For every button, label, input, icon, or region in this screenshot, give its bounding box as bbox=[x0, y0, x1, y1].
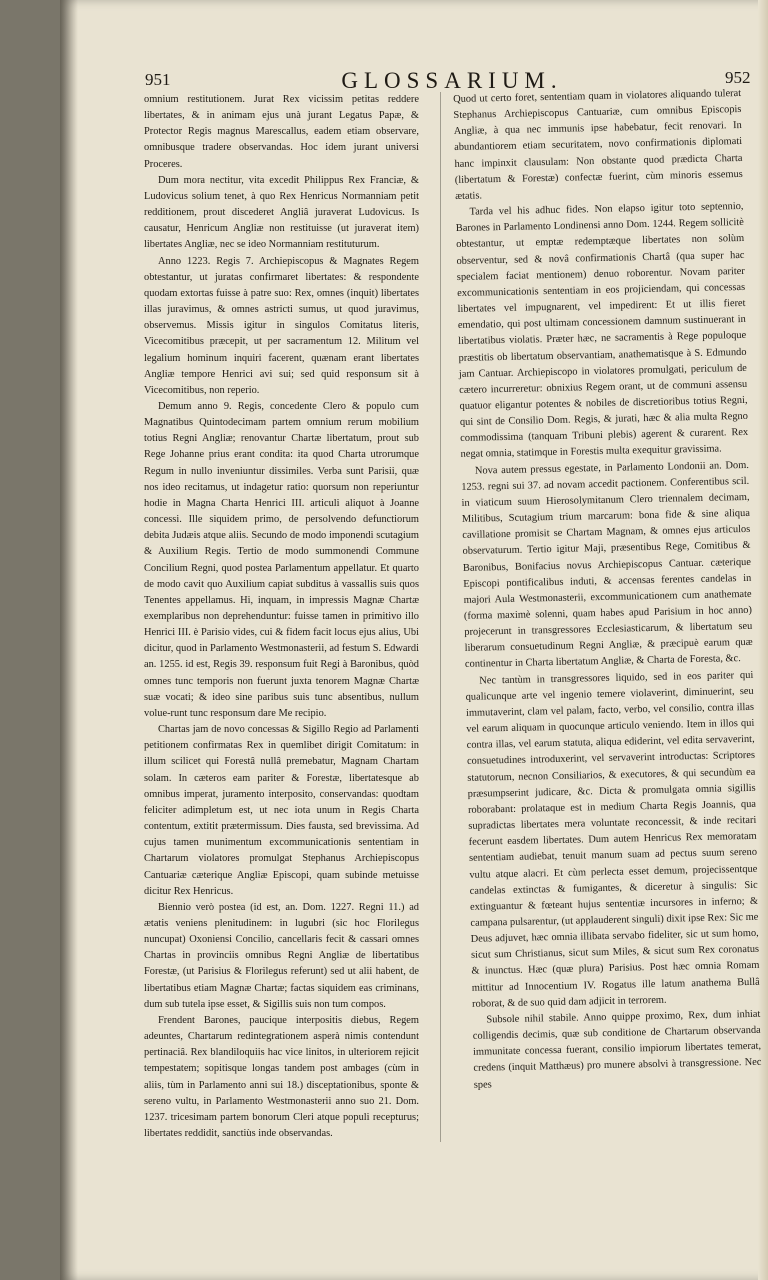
paragraph: Nova autem pressus egestate, in Parlamento Londonii an. Dom. 1253. regni sui 37. ad novam accedit pactionem. Conferentibus scil. in viaticum suum Hierosolymitanum Clero triennalem decimam, Militibus, Scutagium trium marcarum: bona fide & sine aliqua cavillatione promisit se Chartam Magnam, & omnes ejus articulos observaturum. Tertio igitur Maji, præsentibus Rege, Comitibus & Baronibus, Bonifacius novus Archiepiscopus Cantuar. cæterique Episcopi pontificalibus induti, & accensas ferentes candelas in majori Aula Westmonasterii, excommunicationem cum anathemate (forma maximè solenni, quam habes apud Parisium in hoc anno) projecerunt in transgressores Ecclesiasticarum, & libertatum seu liberarum consuetudinum Regni Angliæ, & præcipuè earum quæ continentur in Charta libertatum Angliæ, & Charta de Foresta, &c. bbox=[461, 459, 753, 671]
page-number-left: 951 bbox=[145, 70, 171, 89]
left-text-column bbox=[144, 92, 419, 1142]
binding-shadow bbox=[60, 0, 78, 1280]
paragraph: omnium restitutionem. Jurat Rex vicissim petitas reddere libertates, & in animam ejus unà jurant Legatus Papæ, & Protector Regis magnus Marescallus, eadem etiam observare, omnibusque tradere observandas. Hoc idem jurant universi Proceres. bbox=[144, 94, 419, 170]
paragraph: Dum mora nectitur, vita excedit Philippus Rex Franciæ, & Ludovicus solium tenet, à quo Rex Henricus Normanniam petit redditionem, prout discederet Angliâ juraverat Ludovicus. Is causatur, Henricum Angliæ non restituisse (ut juraverat item) libertates Angliæ, nec se ideo Normanniam restituturum. bbox=[144, 174, 419, 251]
paragraph: Nec tantùm in transgressores liquido, sed in eos pariter qui qualicunque arte vel ingenio temere violaverint, diminuerint, seu immutaverint, clam vel palam, facto, verbo, vel consilio, contra illas vel earum aliquam in quocunque articulo veniendo. Item in illos qui contra illas, vel earum statuta, aliqua ediderint, vel edita servaverint, consuetudines introduxerint, vel servaverint introductas: Scriptores statutorum, necnon Consiliarios, & executores, & qui secundùm ea præsumpserint judicare, &c. Dicta & promulgata omnia sigillis roborabant: prolataque est in medium Charta Regis Joannis, qua supradictas libertates mera voluntate reconcessit, & inde recitari fecerunt easdem libertates. Dum autem Henricus Rex memoratam sententiam audiebat, tenuit manum suam ad pectus suum sereno vultu atque alacri. Et cùm perlecta esset demum, projecissentque candelas extinctas & fumigantes, & diceretur à singulis: Sic extinguantur & fœteant hujus sententiæ incursores in inferno; & campana pulsarentur, (ut applauderent singuli) dixit ipse Rex: Sic me Deus adjuvet, hæc omnia illibata servabo fideliter, sic ut sum homo, sicut sum Christianus, sicut sum Miles, & sicut sum Rex coronatus & inunctus. Hæc (quæ plura) Parisius. Post hæc omnia Romam mittitur ad Innocentium IV. Rogatus ille latum anathema Bullâ roborat, & de suo quid dam adjicit in terrorem. bbox=[465, 669, 760, 1010]
book-page bbox=[60, 0, 768, 1280]
paragraph: Tarda vel his adhuc fides. Non elapso igitur toto septennio, Barones in Parlamento Londinensi anno Dom. 1244. Regem sollicitè obtestantur, ut emptæ redemptæque libertates non solùm observentur, sed & novâ confirmationis Chartâ (qua super hac specialem faciat mentionem) denuo roborentur. Novam pariter excommunicationis sententiam in eos projiciendam, qui concessas libertates vel impugnarent, vel impedirent: Et ut illis fieret emendatio, qui post ultimam concessionem damnum sustinuerant in libertatibus violatis. Præter hæc, ne sacramentis à Rege populoque præstitis ob libertatum observantiam, anathematisque à S. Edmundo jam Cantuar. Archiepiscopo in violatores promulgati, periculum de cætero incurreretur: obnixius Regem orant, ut de communi assensu quatuor eligantur potentes & nobiles de discretioribus totius Regni, qui sint de Consilio Dom. Regis, & jurati, hæc & alia multa Regno commodissima (tanquam Tribuni plebis) agerent & curarent. Rex negat omnia, statimque in Forestis multa exequitur gravissima. bbox=[455, 201, 749, 461]
paragraph: Chartas jam de novo concessas & Sigillo Regio ad Parlamenti petitionem confirmatas Rex in quemlibet dirigit Comitatum: in illum scilicet qui Forestâ nullâ premebatur, Magnam Chartam solam. In cæteros eam pariter & Forestæ, libertatesque ab omnibus imperat, juramento interposito, conservandas: quodtam feliciter adimpletum est, ut nec iota unum in Regis Charta contentum, extitit prætermissum. Dies fausta, sed brevissima. Ad cujus tamen munimentum excommunicationis sententiam in Chartarum violatores promulgat Stephanus Archiepiscopus Cantuariæ cæterique Angliæ Episcopi, quam subinde metuisse dicitur Rex Henricus. bbox=[144, 724, 419, 897]
paragraph: Quod ut certo foret, sententiam quam in violatores aliquando tulerat Stephanus Archiepiscopus Cantuariæ, cum omnibus Episcopis Angliæ, à qua nec immunis ipse habebatur, fecit renovari. In abundantiorem etiam securitatem, novo confirmationis diplomati hanc impinxit clausulam: Non obstante quod prædicta Charta (libertatum & Forestæ) confectæ fuerint, cùm minoris essemus ætatis. bbox=[453, 87, 743, 202]
column-divider bbox=[440, 92, 441, 1142]
right-text-column bbox=[453, 86, 762, 1093]
running-head-title: GLOSSARIUM. bbox=[341, 68, 563, 93]
page-edge bbox=[758, 0, 768, 1280]
paragraph: Demum anno 9. Regis, concedente Clero & populo cum Magnatibus Quintodecimam partem omnium rerum mobilium totius Regni Angliæ; renovantur Chartæ libertatum, prout sub Rege Johanne prius erant condita: ita quod Charta utrorumque Regum in nullo inveniuntur dissimiles. Verba sunt Parisii, quæ nos ideo recitamus, ut indagetur ratio: quorsum non reperiuntur hodie in Magna Charta Henrici III. articuli aliquot à Joanne concessi. Ille siquidem primo, de persolvendo defunctiorum debita Judæis atque aliis. Secundo de modo imponendi scutagium & Auxilium Regis. Tertio de modo summonendi Commune Concilium Regni, quod postea Parlamentum appellatur. Et quarto de modo cavit quo Auxilium capiat subditus à vassallis suis quos Tenentes appellamus. Hi, inquam, in impressis Magnæ Chartæ exemplaribus non deprehenduntur: fuisse tamen in primitivo illo Henrici III. è Parisio vides, cui & fidem facit locus ejus alius, Ubi dicitur, quod in Parlamento Westmonasterii, ad festum S. Edwardi an. 1255. id est, Regis 39. responsum fuit Regi à Baronibus, quòd omnes tunc temporis non fuerunt juxta tenorem Magnæ Chartæ suæ vocati; & ideo sine paribus suis tunc absentibus, nullum volue-runt tunc responsum dare Me recipio. bbox=[144, 400, 419, 719]
paragraph: Subsole nihil stabile. Anno quippe proximo, Rex, dum inhiat colligendis decimis, quæ sub conditione de Chartarum observanda immunitate concessa fuerant, consilio impiorum libertates temerat, credens (inquit Matthæus) pro munere absolvi à transgressione. Nec spes bbox=[472, 1008, 762, 1091]
paragraph: Biennio verò postea (id est, an. Dom. 1227. Regni 11.) ad ætatis veniens plenitudinem: in lugubri (sic hoc Florilegus nuncupat) Oxoniensi Concilio, cancellaris fecit & cassari omnes Chartas in provinciis omnibus Regni Angliæ de libertatibus Forestæ, (ut Parisius & Florilegus referunt) sed ut alii habent, de libertatibus etiam Magnæ Chartæ; factas siquidem eas criminans, dum sub tutela ipse esset, & Sigillis suis non tum compos. bbox=[144, 901, 419, 1010]
paragraph: Frendent Barones, paucique interpositis diebus, Regem adeuntes, Chartarum redintegrationem asperà nimis contendunt pertinaciâ. Rex blandiloquiis hac vice linitos, in ulteriorem rejicit tempestatem; sopitisque longas tandem post ambages (cùm in aliis, tùm in Parlamento anni sui 18.) disceptationibus, sponte & sereno vultu, in Parlamento Westmonasterii anno suo 21. Dom. 1237. tricesimam partem bonorum Cleri atque populi recepturus; libertates reddidit, sanctiùs inde observandas. bbox=[144, 1014, 419, 1139]
paragraph: Anno 1223. Regis 7. Archiepiscopus & Magnates Regem obtestantur, ut juratas confirmaret libertates: & respondente quodam extortas fuisse à patre suo: Rex, omnes (inquit) libertates illas juravimus, & omnes astricti sumus, ut quod juravimus, observemus. Missis igitur in singulos Comitatus literis, Vicecomitibus præcepit, ut per sacramentum 12. Militum vel legalium hominum inquiri facerent, quænam erant libertates Angliæ tempore Henrici avi sui; sed quid responsum sit à Vicecomitibus, non reperio. bbox=[144, 255, 419, 396]
page-number-right: 952 bbox=[725, 68, 751, 87]
